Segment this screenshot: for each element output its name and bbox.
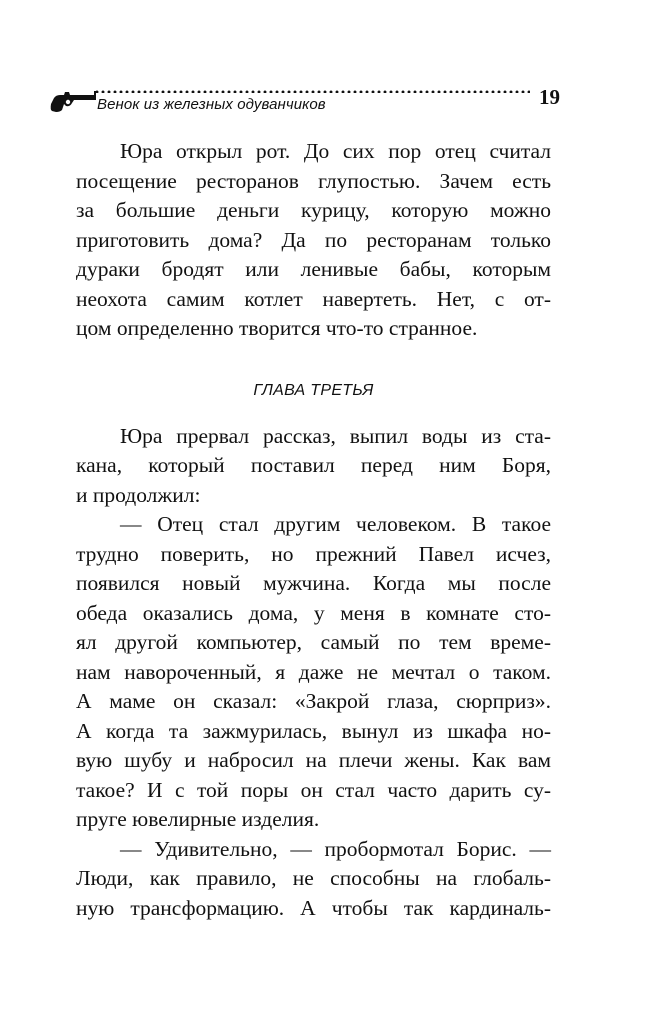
running-header	[50, 82, 560, 122]
text-line: посещение ресторанов глупостью. Зачем есть	[76, 168, 551, 193]
text-line: ял другой компьютер, самый по тем време-	[76, 630, 551, 654]
text-line: Люди, как правило, не способны на глобаль-	[76, 866, 551, 890]
text-line: Юра прервал рассказ, выпил воды из ста-	[120, 423, 551, 448]
text-line: за большие деньги курицу, которую можно	[76, 198, 551, 222]
text-line: нам навороченный, я даже не мечтал о таком.	[76, 659, 551, 684]
text-line: А маме он сказал: «Закрой глаза, сюрприз».	[76, 689, 551, 713]
text-line: — Удивительно, — пробормотал Борис. —	[120, 836, 551, 861]
text-line: неохота самим котлет навертеть. Нет, с от-	[76, 286, 551, 311]
text-line: приготовить дома? Да по ресторанам только	[76, 227, 551, 252]
text-line: вую шубу и набросил на плечи жены. Как вам	[76, 748, 551, 772]
text-line: А когда та зажмурилась, вынул из шкафа но-	[76, 718, 551, 743]
text-line: дураки бродят или ленивые бабы, которым	[76, 257, 551, 281]
revolver-icon	[50, 84, 96, 112]
text-line: — Отец стал другим человеком. В такое	[120, 512, 551, 536]
book-title: Венок из железных одуванчиков	[97, 96, 326, 113]
text-line: обеда оказались дома, у меня в комнате сто-	[76, 600, 551, 625]
text-line: Юра открыл рот. До сих пор отец считал	[120, 139, 551, 163]
text-line: ную трансформацию. А чтобы так кардиналь-	[76, 895, 551, 920]
text-line: трудно поверить, но прежний Павел исчез,	[76, 541, 551, 566]
body-text	[76, 137, 551, 923]
text-line: и продолжил:	[76, 482, 201, 507]
chapter-title: ГЛАВА ТРЕТЬЯ	[253, 381, 374, 399]
text-line: такое? И с той поры он стал часто дарить су-	[76, 777, 551, 802]
text-line: появился новый мужчина. Когда мы после	[76, 571, 551, 595]
text-line: кана, который поставил перед ним Боря,	[76, 453, 551, 477]
text-line: пруге ювелирные изделия.	[76, 807, 320, 831]
dotted-rule	[94, 90, 530, 93]
page-number: 19	[539, 85, 560, 109]
text-line: цом определенно творится что-то странное.	[76, 316, 478, 340]
